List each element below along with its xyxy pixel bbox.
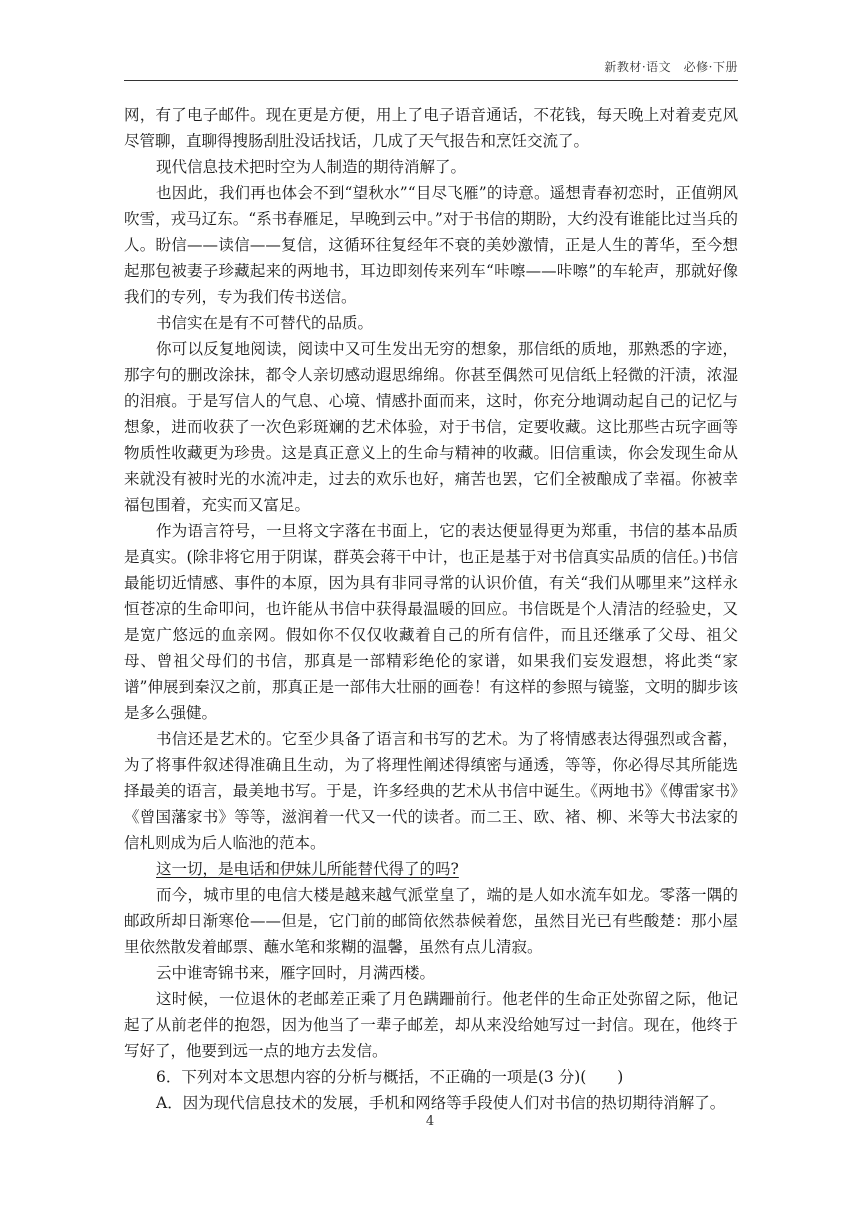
page-header [124,58,738,81]
paragraph: 这时候，一位退休的老邮差正乘了月色蹒跚前行。他老伴的生命正处弥留之际，他记起了从前老伴的抱怨，因为他当了一辈子邮差，却从来没给她写过一封信。现在，他终于写好了，他要到远一点的地方去发信。 [124,990,738,1060]
paragraph: 云中谁寄锦书来，雁字回时，月满西楼。 [156,964,436,982]
page-number: 4 [425,1114,435,1129]
paragraph: 作为语言符号，一旦将文字落在书面上，它的表达便显得更为郑重，书信的基本品质是真实。(除非将它用于阴谋，群英会蒋干中计，也正是基于对书信真实品质的信任。)书信最能切近情感、事件的本原，因为具有非同寻常的认识价值，有关“我们从哪里来”这样永恒苍凉的生命叩问，也许能从书信中获得最温暖的回应。书信既是个人清洁的经验史，又是宽广悠远的血亲网。假如你不仅仅收藏着自己的所有信件，而且还继承了父母、祖父母、曾祖父母们的书信，那真是一部精彩绝伦的家谱，如果我们妄发遐想，将此类“家谱”伸展到秦汉之前，那真正是一部伟大壮丽的画卷！有这样的参照与镜鉴，文明的脚步该是多么强健。 [124,522,738,722]
paragraph: 书信还是艺术的。它至少具备了语言和书写的艺术。为了将情感表达得强烈或含蓄，为了将事件叙述得准确且生动，为了将理性阐述得缜密与通透，等等，你必得尽其所能选择最美的语言，最美地书写。于是，许多经典的艺术从书信中诞生。《两地书》《傅雷家书》《曾国藩家书》等等，滋润着一代又一代的读者。而二王、欧、褚、柳、米等大书法家的信札则成为后人临池的范本。 [124,730,738,852]
paragraph: 你可以反复地阅读，阅读中又可生发出无穷的想象，那信纸的质地，那熟悉的字迹，那字句的删改涂抹，都令人亲切感动遐思绵绵。你甚至偶然可见信纸上轻微的汗渍，浓湿的泪痕。于是写信人的气息、心境、情感扑面而来，这时，你充分地调动起自己的记忆与想象，进而收获了一次色彩斑斓的艺术体验，对于书信，定要收藏。这比那些古玩字画等物质性收藏更为珍贵。这是真正意义上的生命与精神的收藏。旧信重读，你会发现生命从来就没有被时光的水流冲走，过去的欢乐也好，痛苦也罢，它们全被酿成了幸福。你被幸福包围着，充实而又富足。 [124,340,738,514]
question-stem: 6．下列对本文思想内容的分析与概括，不正确的一项是(3 分)( ) [156,1068,624,1086]
question-option-a: A．因为现代信息技术的发展，手机和网络等手段使人们对书信的热切期待消解了。 [156,1094,726,1112]
header-title: 新教材·语文 必修·下册 [604,60,738,74]
underlined-sentence [124,856,738,882]
paragraph: 而今，城市里的电信大楼是越来越气派堂皇了，端的是人如水流车如龙。零落一隅的邮政所却日渐寒伧——但是，它门前的邮筒依然恭候着您，虽然目光已有些酸楚：那小屋里依然散发着邮票、蘸水笔和浆糊的温馨，虽然有点儿清寂。 [124,886,738,956]
article-body [124,102,738,1116]
paragraph: 书信实在是有不可替代的品质。 [156,314,374,332]
underlined-text: 这一切，是电话和伊妹儿所能替代得了的吗? [156,860,459,878]
paragraph: 也因此，我们再也体会不到“望秋水”“目尽飞雁”的诗意。遥想青春初恋时，正值朔风吹雪，戎马辽东。“系书春雁足，早晚到云中。”对于书信的期盼，大约没有谁能比过当兵的人。盼信——读信——复信，这循环往复经年不衰的美妙激情，正是人生的菁华，至今想起那包被妻子珍藏起来的两地书，耳边即刻传来列车“咔嚓——咔嚓”的车轮声，那就好像我们的专列，专为我们传书送信。 [124,184,738,306]
paragraph: 现代信息技术把时空为人制造的期待消解了。 [156,158,467,176]
paragraph: 网，有了电子邮件。现在更是方便，用上了电子语音通话，不花钱，每天晚上对着麦克风尽管聊，直聊得搜肠刮肚没话找话，几成了天气报告和烹饪交流了。 [124,106,738,150]
